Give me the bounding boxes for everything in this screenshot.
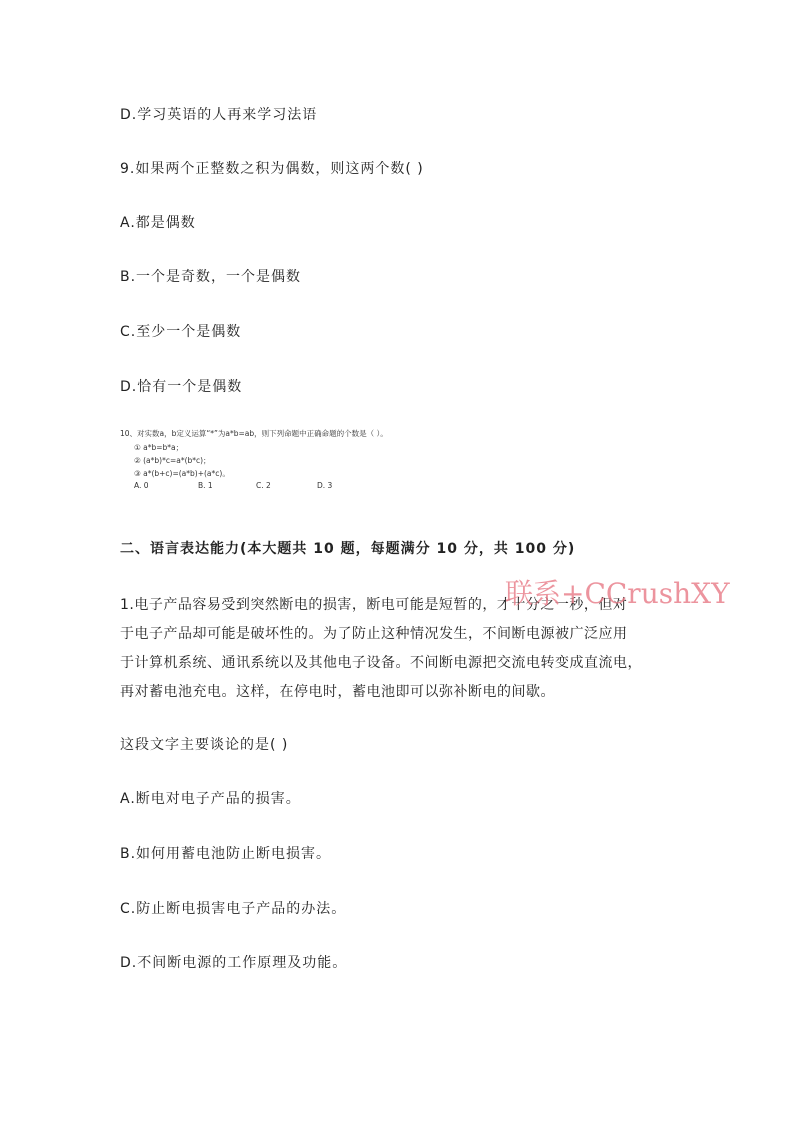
q10-item-1: ① a*b=b*a； xyxy=(134,443,184,452)
q9-option-b: B.一个是奇数，一个是偶数 xyxy=(120,269,302,285)
passage-option-b: B.如何用蓄电池防止断电损害。 xyxy=(120,846,332,862)
passage-line: 于计算机系统、通讯系统以及其他电子设备。不间断电源把交流电转变成直流电， xyxy=(120,655,642,671)
q10-item-2: ② (a*b)*c=a*(b*c)； xyxy=(134,456,211,465)
q10-option-d: D. 3 xyxy=(317,481,333,490)
q10-option-c: C. 2 xyxy=(256,481,271,490)
passage-line: 再对蓄电池充电。这样，在停电时，蓄电池即可以弥补断电的间歇。 xyxy=(120,684,555,700)
passage-line: 于电子产品却可能是破坏性的。为了防止这种情况发生，不间断电源被广泛应用 xyxy=(120,626,628,642)
watermark: 联系+CCrushXY xyxy=(505,577,730,610)
q10-option-a: A. 0 xyxy=(134,481,149,490)
q10-option-b: B. 1 xyxy=(198,481,213,490)
passage-option-d: D.不间断电源的工作原理及功能。 xyxy=(120,955,348,971)
section-2-heading: 二、语言表达能力(本大题共 10 题，每题满分 10 分，共 100 分) xyxy=(120,541,576,557)
q9-option-c: C.至少一个是偶数 xyxy=(120,324,242,340)
passage-line: 1.电子产品容易受到突然断电的损害，断电可能是短暂的，才十分之一秒，但对 xyxy=(120,597,628,613)
q10-stem: 10、对实数a，b定义运算“*”为a*b=ab，则下列命题中正确命题的个数是（ ）。 xyxy=(120,429,388,438)
q9-stem: 9.如果两个正整数之积为偶数，则这两个数( ) xyxy=(120,161,424,177)
q9-option-d: D.恰有一个是偶数 xyxy=(120,379,243,395)
q8-option-d: D.学习英语的人再来学习法语 xyxy=(120,107,318,123)
q9-option-a: A.都是偶数 xyxy=(120,215,196,231)
q10-item-3: ③ a*(b+c)=(a*b)+(a*c)。 xyxy=(134,469,230,478)
passage-option-a: A.断电对电子产品的损害。 xyxy=(120,791,301,807)
passage-question: 这段文字主要谈论的是( ) xyxy=(120,737,289,753)
passage-option-c: C.防止断电损害电子产品的办法。 xyxy=(120,901,347,917)
